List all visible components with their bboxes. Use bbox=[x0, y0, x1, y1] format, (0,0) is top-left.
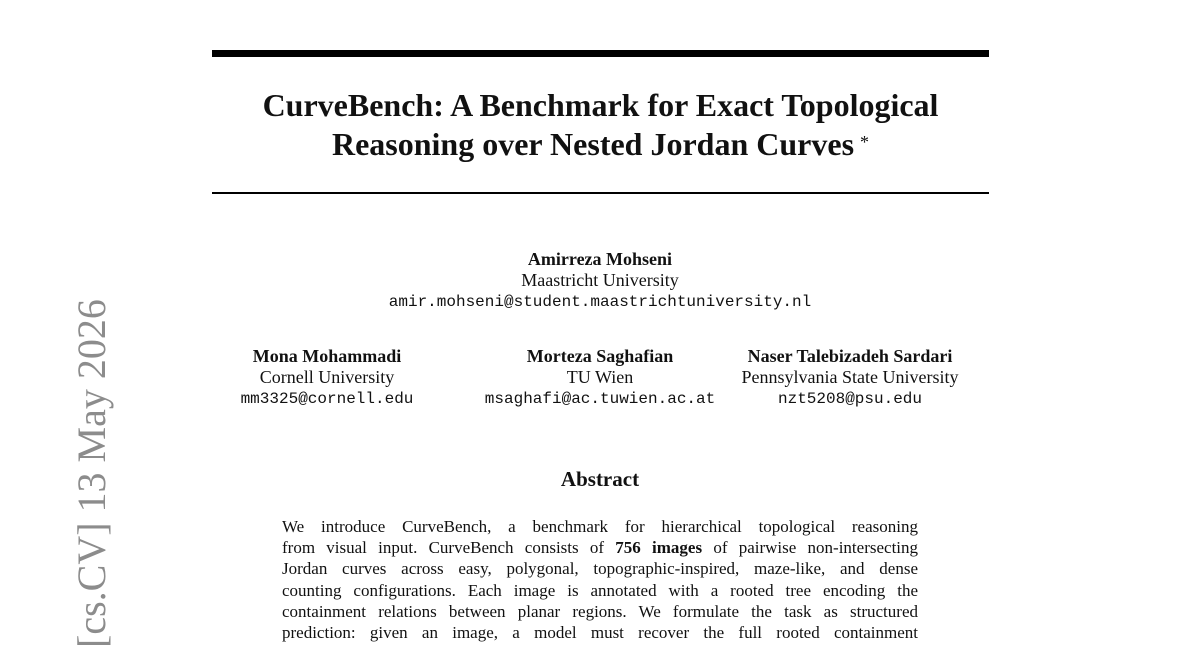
title-bottom-rule bbox=[212, 192, 989, 194]
abstract-text: containment relations between planar regions. We formulate the task as structured bbox=[282, 601, 918, 621]
author-email: mm3325@cornell.edu bbox=[240, 390, 414, 408]
author-block bbox=[207, 346, 447, 411]
title-line-2-text: Reasoning over Nested Jordan Curves bbox=[331, 126, 855, 162]
author-block bbox=[440, 346, 760, 411]
abstract-emphasis: 756 images bbox=[615, 538, 703, 558]
author-affiliation: TU Wien bbox=[566, 367, 634, 387]
abstract-line bbox=[282, 622, 918, 643]
abstract-line bbox=[282, 516, 918, 537]
author-name: Naser Talebizadeh Sardari bbox=[747, 346, 953, 366]
author-email: amir.mohseni@student.maastrichtuniversity.nl bbox=[388, 293, 812, 311]
abstract-text: from visual input. CurveBench consists of bbox=[282, 538, 616, 558]
title-footnote-mark: * bbox=[860, 132, 870, 152]
title-line-2 bbox=[212, 125, 989, 164]
author-affiliation: Cornell University bbox=[259, 367, 395, 387]
title-top-rule bbox=[212, 50, 989, 57]
arxiv-stamp: [cs.CV] 13 May 2026 bbox=[69, 299, 114, 648]
abstract-line bbox=[282, 537, 918, 558]
paper-title bbox=[212, 86, 989, 164]
title-line-1: CurveBench: A Benchmark for Exact Topological bbox=[262, 87, 939, 123]
abstract-body bbox=[282, 516, 918, 643]
abstract-text: We introduce CurveBench, a benchmark for hierarchical topological reasoning bbox=[282, 517, 918, 536]
abstract-text: of pairwise non-intersecting bbox=[702, 538, 919, 558]
author-name: Amirreza Mohseni bbox=[527, 249, 673, 269]
author-email: msaghafi@ac.tuwien.ac.at bbox=[484, 390, 716, 408]
abstract-line bbox=[282, 580, 918, 601]
abstract-text: counting configurations. Each image is annotated with a rooted tree encoding the bbox=[282, 580, 918, 600]
author-email: nzt5208@psu.edu bbox=[777, 390, 923, 408]
author-affiliation: Maastricht University bbox=[521, 270, 679, 290]
author-name: Morteza Saghafian bbox=[526, 346, 674, 366]
author-block bbox=[300, 249, 900, 314]
author-name: Mona Mohammadi bbox=[252, 346, 402, 366]
abstract-text: prediction: given an image, a model must recover the full rooted containment bbox=[282, 623, 918, 643]
abstract-heading: Abstract bbox=[560, 467, 640, 491]
abstract-text: Jordan curves across easy, polygonal, topographic-inspired, maze-like, and dense bbox=[282, 559, 918, 579]
author-affiliation: Pennsylvania State University bbox=[741, 367, 959, 387]
author-block bbox=[725, 346, 975, 411]
abstract-line bbox=[282, 558, 918, 579]
abstract-line bbox=[282, 601, 918, 622]
